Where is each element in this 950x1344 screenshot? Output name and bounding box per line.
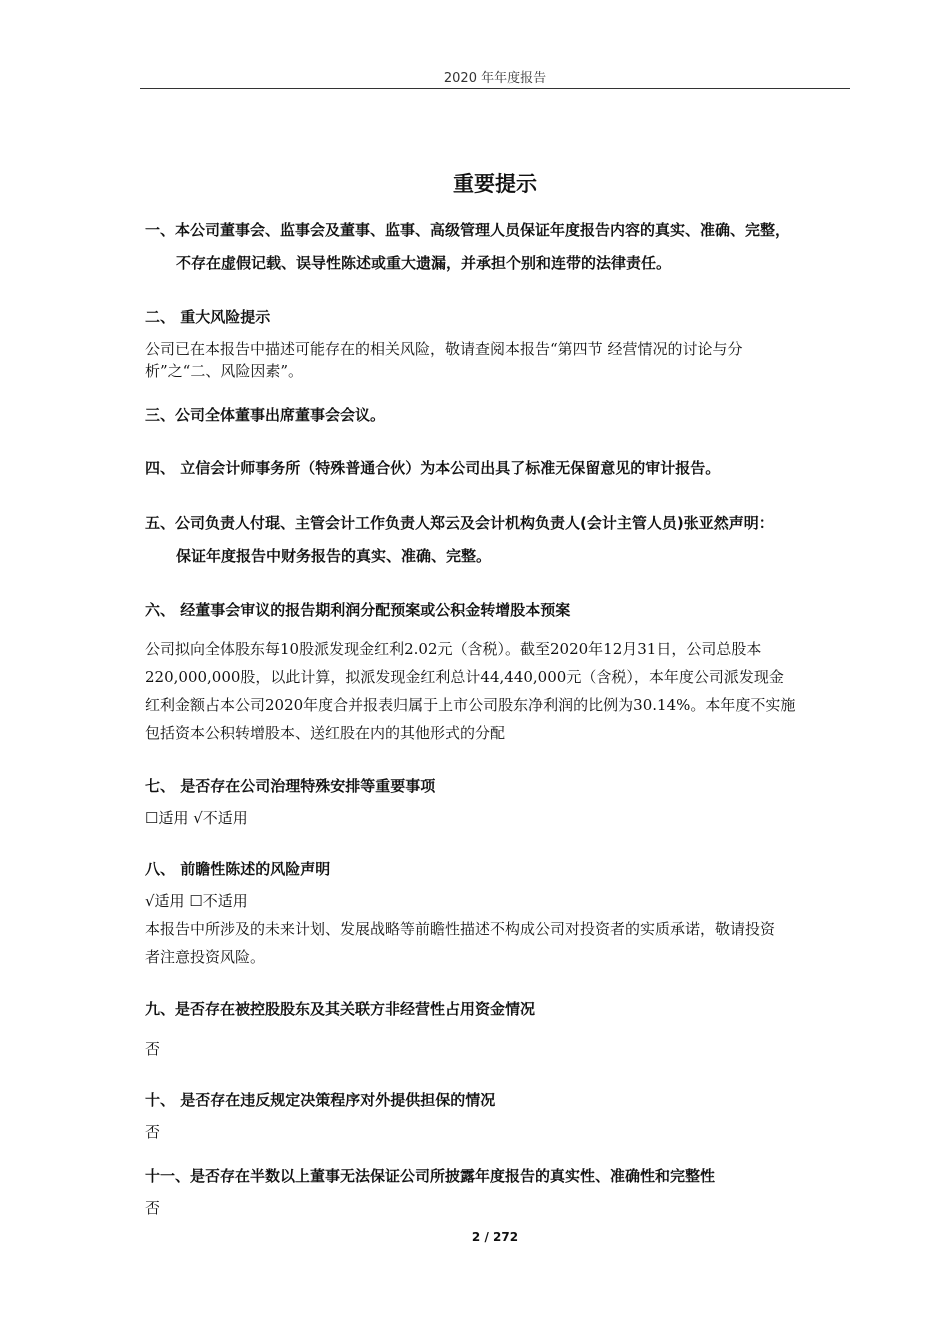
section-6-line-3: 红利金额占本公司2020年度合并报表归属于上市公司股东净利润的比例为30.14%。本年度不实施 [145,696,796,714]
section-2-line-1: 公司已在本报告中描述可能存在的相关风险，敬请查阅本报告“第四节 经营情况的讨论与分 [145,340,743,358]
header-title: 2020 年年度报告 [443,71,547,86]
section-1-line-1: 一、本公司董事会、监事会及董事、监事、高级管理人员保证年度报告内容的真实、准确、完整， [145,221,791,239]
section-11-heading: 十一、是否存在半数以上董事无法保证公司所披露年度报告的真实性、准确性和完整性 [145,1167,716,1185]
section-2-heading: 二、 重大风险提示 [145,308,271,326]
section-8-options: √适用 ☐不适用 [145,892,248,910]
section-10-answer: 否 [145,1123,161,1141]
section-9-heading: 九、是否存在被控股股东及其关联方非经营性占用资金情况 [145,1000,536,1018]
section-8-line-2: 者注意投资风险。 [145,948,266,966]
section-7-heading: 七、 是否存在公司治理特殊安排等重要事项 [145,777,436,795]
section-5-line-2: 保证年度报告中财务报告的真实、准确、完整。 [176,547,492,565]
section-2-line-2: 析”之“二、风险因素”。 [145,362,304,380]
section-5-line-1: 五、公司负责人付琨、主管会计工作负责人郑云及会计机构负责人(会计主管人员)张亚然声明： [145,514,774,532]
page-number: 2 / 272 [471,1230,519,1244]
section-11-answer: 否 [145,1199,161,1217]
section-6-line-1: 公司拟向全体股东每10股派发现金红利2.02元（含税）。截至2020年12月31日，公司总股本 [145,640,762,658]
section-6-line-4: 包括资本公积转增股本、送红股在内的其他形式的分配 [145,724,506,742]
page-title: 重要提示 [453,172,537,196]
section-6-heading: 六、 经董事会审议的报告期利润分配预案或公积金转增股本预案 [145,601,571,619]
section-7-options: ☐适用 √不适用 [145,809,248,827]
section-8-heading: 八、 前瞻性陈述的风险声明 [145,860,331,878]
section-1-line-2: 不存在虚假记载、误导性陈述或重大遗漏，并承担个别和连带的法律责任。 [176,254,672,272]
section-8-line-1: 本报告中所涉及的未来计划、发展战略等前瞻性描述不构成公司对投资者的实质承诺，敬请投资 [145,920,776,938]
section-3-heading: 三、公司全体董事出席董事会会议。 [145,406,386,424]
section-4-heading: 四、 立信会计师事务所（特殊普通合伙）为本公司出具了标准无保留意见的审计报告。 [145,459,721,477]
section-9-answer: 否 [145,1040,161,1058]
section-10-heading: 十、 是否存在违反规定决策程序对外提供担保的情况 [145,1091,496,1109]
section-6-line-2: 220,000,000股，以此计算，拟派发现金红利总计44,440,000元（含税），本年度公司派发现金 [145,668,784,686]
header-divider [140,88,850,89]
